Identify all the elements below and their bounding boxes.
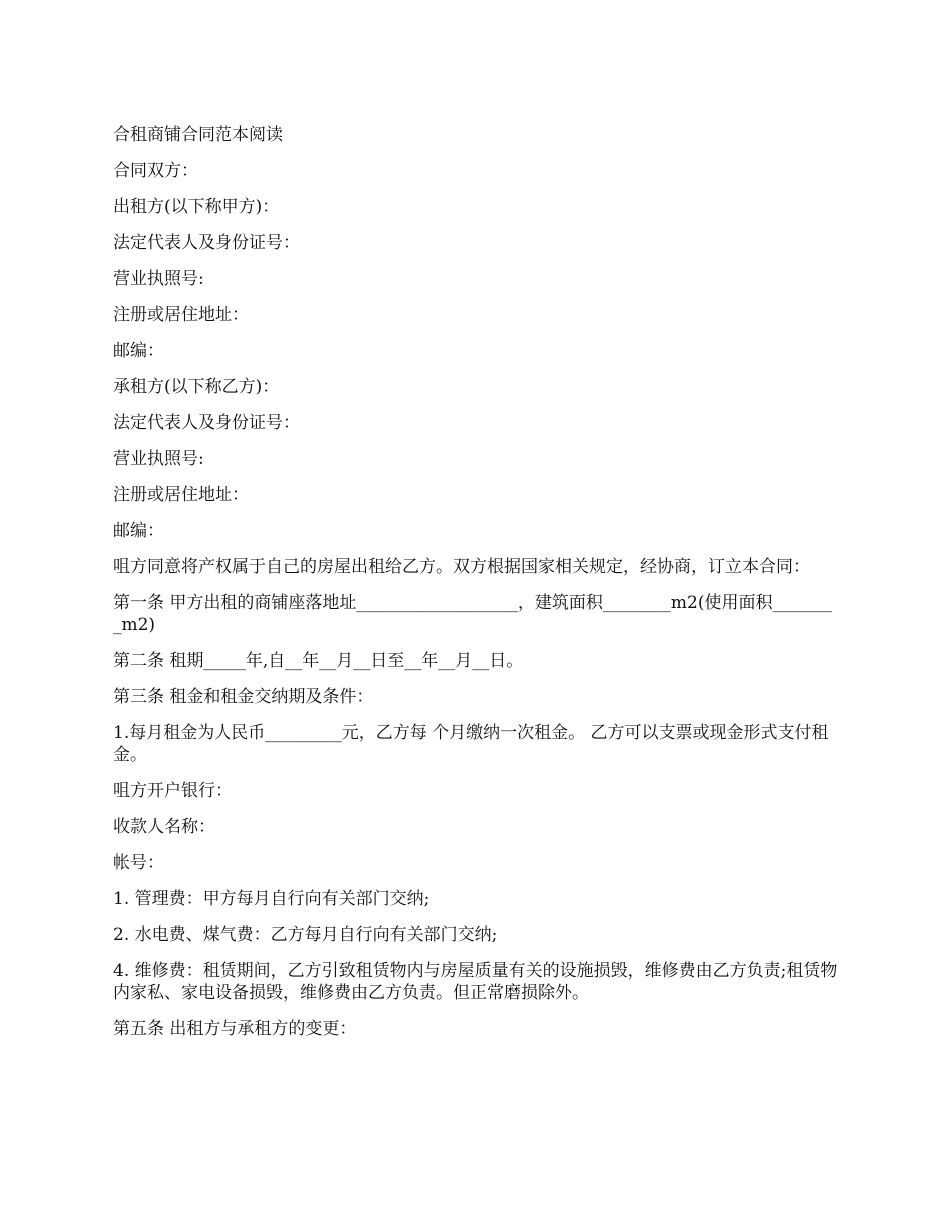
lessor-line: 出租方(以下称甲方)： [113,197,280,217]
payee-line: 收款人名称： [113,817,215,837]
utilities-fee-line: 2. 水电费、煤气费：乙方每月自行向有关部门交纳; [113,925,498,945]
document-title: 合租商铺合同范本阅读 [113,125,283,145]
rent-paragraph: 1.每月租金为人民币_________元，乙方每 个月缴纳一次租金。 乙方可以支票或现金形式支付租金。 [113,723,829,765]
document-page [113,124,840,1054]
lessor-representative-line: 法定代表人及身份证号： [113,233,300,253]
article-five: 第五条 出租方与承租方的变更： [113,1019,357,1039]
lessor-postcode-line: 邮编： [113,341,164,361]
lessee-postcode-line: 邮编： [113,521,164,541]
lessor-address-line: 注册或居住地址： [113,305,249,325]
account-line: 帐号： [113,853,164,873]
article-one: 第一条 甲方出租的商铺座落地址___________________，建筑面积________m2(使用面积________m2) [113,593,832,635]
agreement-paragraph: 咀方同意将产权属于自己的房屋出租给乙方。双方根据国家相关规定，经协商，订立本合同： [113,557,810,577]
article-three: 第三条 租金和租金交纳期及条件： [113,687,374,707]
article-two: 第二条 租期_____年,自__年__月__日至__年__月__日。 [113,651,524,671]
lessee-line: 承租方(以下称乙方)： [113,377,280,397]
contract-parties-line: 合同双方： [113,161,198,181]
lessee-license-line: 营业执照号: [113,449,204,469]
lessee-address-line: 注册或居住地址： [113,485,249,505]
maintenance-fee-paragraph: 4. 维修费：租赁期间，乙方引致租赁物内与房屋质量有关的设施损毁，维修费由乙方负责;租赁物内家私、家电设备损毁，维修费由乙方负责。但正常磨损除外。 [113,961,838,1003]
management-fee-line: 1. 管理费：甲方每月自行向有关部门交纳; [113,889,430,909]
lessee-representative-line: 法定代表人及身份证号： [113,413,300,433]
lessor-license-line: 营业执照号: [113,269,204,289]
bank-line: 咀方开户银行： [113,781,232,801]
